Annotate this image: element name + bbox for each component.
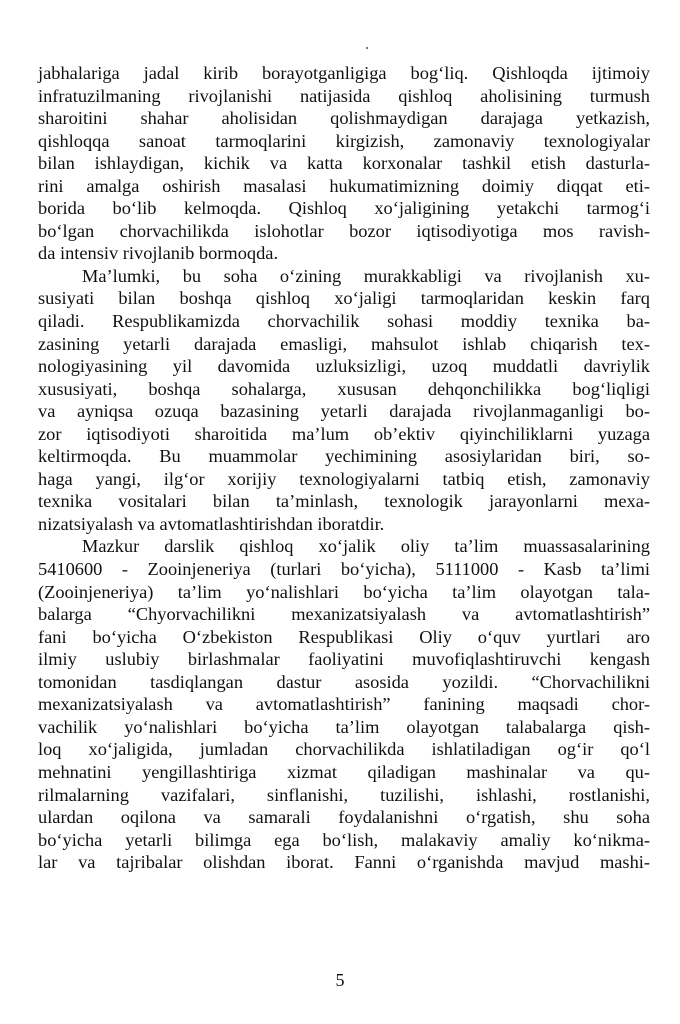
text-line: xususiyati, boshqa sohalarga, xususan dehqonchilikka bog‘liqligi bbox=[38, 378, 650, 399]
text-line: keltirmoqda. Bu muammolar yechimining asosiylaridan biri, so- bbox=[38, 446, 650, 467]
text-line: rini amalga oshirish masalasi hukumatimizning doimiy diqqat eti- bbox=[38, 175, 650, 196]
text-line: texnika vositalari bilan ta’minlash, texnologik jarayonlarni mexa- bbox=[38, 491, 650, 512]
text-line: sharoitini shahar aholisidan qolishmaydigan darajaga yetkazish, bbox=[38, 108, 650, 129]
text-line: ulardan oqilona va samarali foydalanishni o‘rgatish, shu soha bbox=[38, 807, 650, 828]
text-line: bilan ishlaydigan, kichik va katta korxonalar tashkil etish dasturla- bbox=[38, 153, 650, 174]
text-line: (Zooinjeneriya) ta’lim yo‘nalishlari bo‘yicha ta’lim olayotgan tala- bbox=[38, 581, 650, 602]
text-line: 5410600 - Zooinjeneriya (turlari bo‘yicha), 5111000 - Kasb ta’limi bbox=[38, 559, 650, 580]
text-line: bo‘lgan chorvachilikda islohotlar bozor iqtisodiyotiga mos ravish- bbox=[38, 220, 650, 241]
text-line: mehnatini yengillashtiriga xizmat qiladigan mashinalar va qu- bbox=[38, 761, 650, 782]
body-text bbox=[38, 62, 650, 874]
text-line: da intensiv rivojlanib bormoqda. bbox=[38, 243, 279, 264]
text-line: zasining yetarli darajada emasligi, mahsulot ishlab chiqarish tex- bbox=[38, 333, 650, 354]
text-line: vachilik yo‘nalishlari bo‘yicha ta’lim olayotgan talabalarga qish- bbox=[38, 716, 650, 737]
paragraph-start: Ma’lumki, bu soha o‘zining murakkabligi va rivojlanish xu- bbox=[82, 265, 650, 286]
text-line: nizatsiyalash va avtomatlashtirishdan iboratdir. bbox=[38, 513, 385, 534]
text-line: qiladi. Respublikamizda chorvachilik sohasi moddiy texnika ba- bbox=[38, 311, 650, 332]
text-line: bo‘yicha yetarli bilimga ega bo‘lish, malakaviy amaliy ko‘nikma- bbox=[38, 829, 650, 850]
text-line: haga yangi, ilg‘or xorijiy texnologiyalarni tatbiq etish, zamonaviy bbox=[38, 468, 650, 489]
text-line: ilmiy uslubiy birlashmalar faoliyatini muvofiqlashtiruvchi kengash bbox=[38, 649, 650, 670]
page-number: 5 bbox=[335, 970, 345, 990]
text-line: qishloqqa sanoat tarmoqlarini kirgizish, zamonaviy texnologiyalar bbox=[38, 130, 650, 151]
text-line: borida bo‘lib kelmoqda. Qishloq xo‘jaligining yetakchi tarmog‘i bbox=[38, 198, 650, 219]
text-line: tomonidan tasdiqlangan dastur asosida yozildi. “Chorvachilikni bbox=[38, 671, 650, 692]
paragraph-start: Mazkur darslik qishloq xo‘jalik oliy ta’lim muassasalarining bbox=[82, 536, 650, 557]
text-line: lar va tajribalar olishdan iborat. Fanni o‘rganishda mavjud mashi- bbox=[38, 852, 650, 873]
text-line: jabhalariga jadal kirib borayotganligiga bog‘liq. Qishloqda ijtimoiy bbox=[38, 63, 650, 83]
text-line: zor iqtisodiyoti sharoitida ma’lum ob’ektiv qiyinchiliklarni yuzaga bbox=[38, 423, 650, 444]
text-line: infratuzilmaning rivojlanishi natijasida qishloq aholisining turmush bbox=[38, 85, 650, 106]
text-line: fani bo‘yicha O‘zbekiston Respublikasi Oliy o‘quv yurtlari aro bbox=[38, 626, 650, 647]
scan-speck bbox=[366, 47, 368, 49]
text-line: mexanizatsiyalash va avtomatlashtirish” fanining maqsadi chor- bbox=[38, 694, 650, 715]
text-line: loq xo‘jaligida, jumladan chorvachilikda ishlatiladigan og‘ir qo‘l bbox=[38, 739, 650, 760]
text-line: va ayniqsa ozuqa bazasining yetarli darajada rivojlanmaganligi bo- bbox=[38, 401, 650, 422]
text-line: susiyati bilan boshqa qishloq xo‘jaligi tarmoqlaridan keskin farq bbox=[38, 288, 650, 309]
text-line: balarga “Chyorvachilikni mexanizatsiyalash va avtomatlashtirish” bbox=[38, 604, 650, 625]
text-line: rilmalarning vazifalari, sinflanishi, tuzilishi, ishlashi, rostlanishi, bbox=[38, 784, 650, 805]
text-line: nologiyasining yil davomida uzluksizligi, uzoq muddatli davriylik bbox=[38, 356, 650, 377]
